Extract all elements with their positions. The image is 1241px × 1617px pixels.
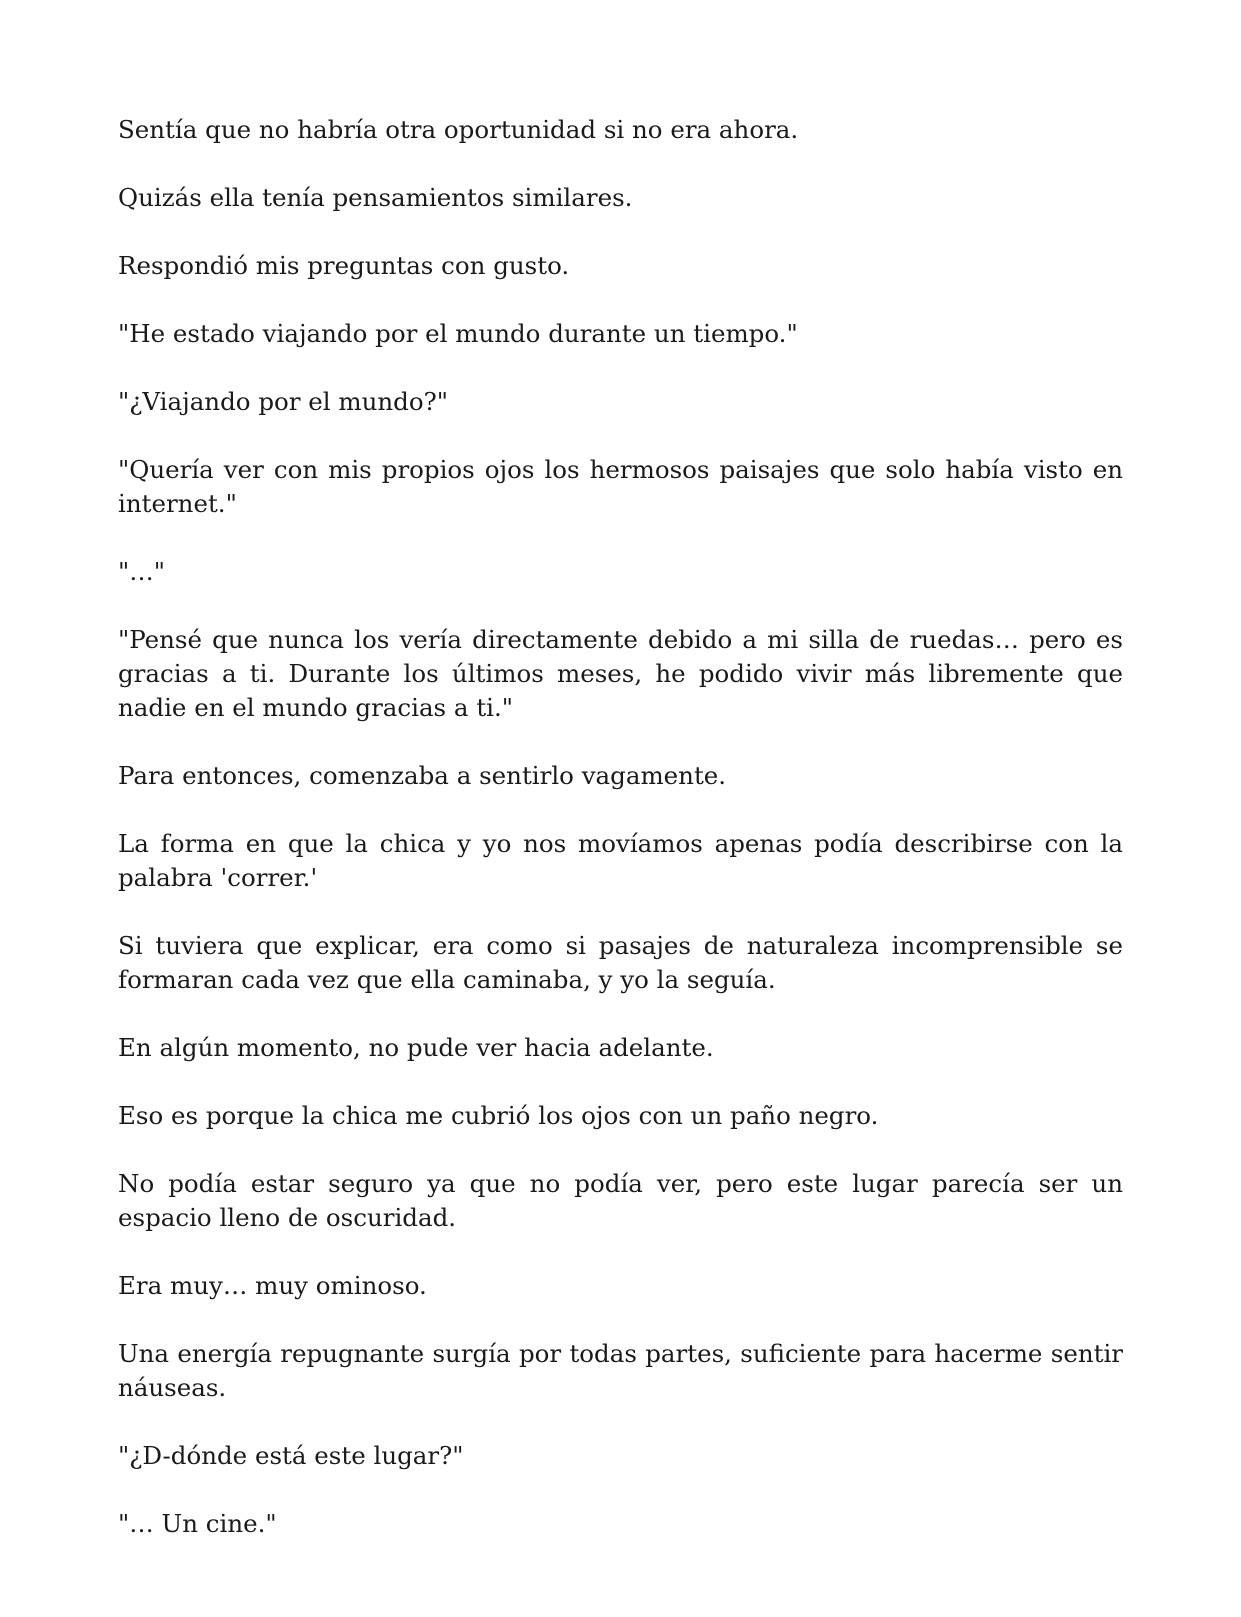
paragraph: La forma en que la chica y yo nos movíamos apenas podía describirse con la palabra 'correr.' <box>118 829 1123 892</box>
paragraph: Para entonces, comenzaba a sentirlo vagamente. <box>118 761 727 790</box>
dialogue-paragraph: "Quería ver con mis propios ojos los hermosos paisajes que solo había visto en internet." <box>118 455 1123 518</box>
dialogue-paragraph: "He estado viajando por el mundo durante un tiempo." <box>118 319 798 348</box>
dialogue-paragraph: "¿D-dónde está este lugar?" <box>118 1441 464 1470</box>
paragraph: Una energía repugnante surgía por todas partes, suficiente para hacerme sentir náuseas. <box>118 1339 1123 1402</box>
text-body <box>118 113 1123 1541</box>
paragraph: Eso es porque la chica me cubrió los ojos con un paño negro. <box>118 1101 879 1130</box>
paragraph: Si tuviera que explicar, era como si pasajes de naturaleza incomprensible se formaran cada vez que ella caminaba, y yo la seguía. <box>118 931 1123 994</box>
paragraph: Sentía que no habría otra oportunidad si no era ahora. <box>118 115 799 144</box>
dialogue-paragraph: "…" <box>118 557 166 586</box>
dialogue-paragraph: "… Un cine." <box>118 1509 277 1538</box>
dialogue-paragraph: "Pensé que nunca los vería directamente debido a mi silla de ruedas… pero es gracias a ti. Durante los últimos meses, he podido vivir más libremente que nadie en el mundo gracias a ti." <box>118 625 1123 722</box>
paragraph: Era muy… muy ominoso. <box>118 1271 427 1300</box>
dialogue-paragraph: "¿Viajando por el mundo?" <box>118 387 448 416</box>
paragraph: No podía estar seguro ya que no podía ver, pero este lugar parecía ser un espacio lleno de oscuridad. <box>118 1169 1123 1232</box>
paragraph: Respondió mis preguntas con gusto. <box>118 251 570 280</box>
paragraph: En algún momento, no pude ver hacia adelante. <box>118 1033 714 1062</box>
paragraph: Quizás ella tenía pensamientos similares. <box>118 183 633 212</box>
